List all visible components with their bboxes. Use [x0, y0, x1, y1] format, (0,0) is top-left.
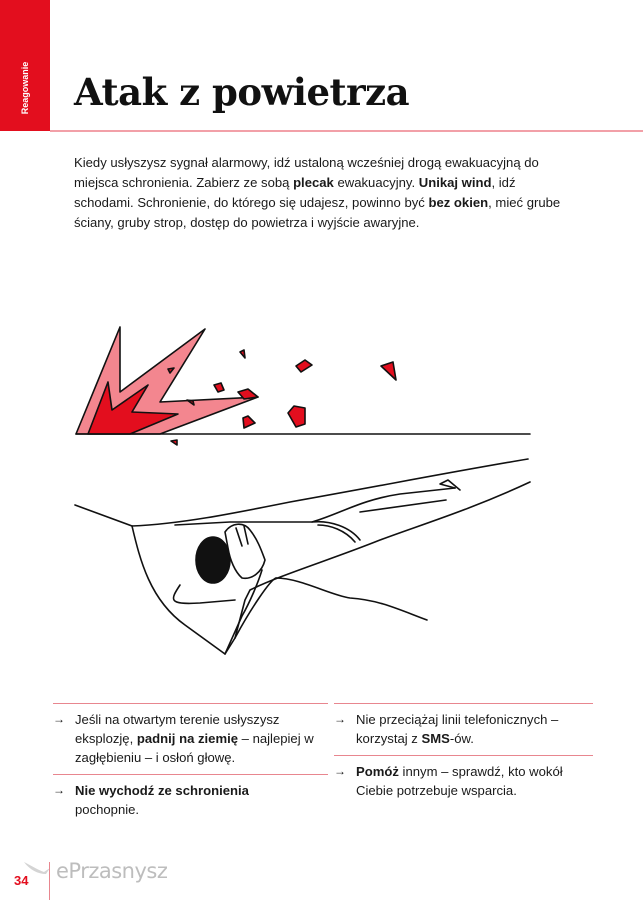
tip-text-part: Nie przeciążaj linii telefonicznych – korzystaj z: [356, 712, 559, 746]
debris-icon: [171, 440, 177, 445]
page-number: 34: [14, 873, 29, 888]
explosion-person-lying-icon: [0, 320, 643, 670]
arrow-right-icon: →: [334, 712, 346, 726]
debris-icon: [381, 362, 396, 380]
watermark: ePrzasnysz: [56, 859, 168, 883]
tip-bold: padnij na ziemię: [136, 731, 239, 746]
tip-text-part: – najlepiej w zagłębieniu – i osłoń głowę.: [75, 731, 314, 765]
debris-icon: [296, 360, 312, 372]
debris-icon: [240, 350, 245, 358]
arrow-right-icon: →: [53, 783, 65, 797]
tips-left-column: [53, 703, 328, 826]
arrow-right-icon: →: [334, 764, 346, 778]
tip-text-part: pochopnie.: [75, 802, 140, 817]
intro-text: , idź schodami. Schronienie, do którego się udajesz, powinno być: [74, 175, 516, 210]
arrow-right-icon: →: [53, 712, 65, 726]
footer-divider: [49, 862, 50, 900]
section-tab-label: Reagowanie: [20, 61, 30, 115]
title-divider: [50, 130, 643, 132]
tip-text-part: Jeśli na otwartym terenie usłyszysz eksplozję,: [75, 712, 280, 746]
tip-text: [356, 710, 593, 748]
tips-right-column: [334, 703, 593, 807]
intro-bold-avoid-elevators: Unikaj wind: [418, 175, 492, 190]
intro-text: , mieć grube ściany, gruby strop, dostęp do powietrza i wyjście awaryjne.: [74, 195, 561, 230]
intro-paragraph: [74, 153, 574, 233]
intro-bold-no-windows: bez okien: [428, 195, 489, 210]
debris-icon: [288, 406, 305, 427]
tip-text: [75, 781, 249, 819]
intro-bold-backpack: plecak: [293, 175, 334, 190]
page-title: Atak z powietrza: [74, 70, 410, 114]
tip-text-part: innym – sprawdź, kto wokół Ciebie potrzebuje wsparcia.: [356, 764, 563, 798]
list-item: [53, 704, 328, 774]
tip-text: [356, 762, 593, 800]
head-icon: [196, 537, 230, 583]
tip-text: [75, 710, 328, 767]
tip-bold: SMS: [421, 731, 450, 746]
debris-icon: [243, 416, 255, 428]
debris-icon: [214, 383, 224, 392]
tip-text-part: -ów.: [449, 731, 474, 746]
intro-text: ewakuacyjny.: [333, 175, 419, 190]
tip-bold: Pomóż: [356, 764, 399, 779]
tip-bold: Nie wychodź ze schronienia: [75, 783, 249, 798]
section-tab: [0, 0, 50, 131]
list-item: [53, 775, 328, 826]
intro-text: Kiedy usłyszysz sygnał alarmowy, idź ustaloną wcześniej drogą ewakuacyjną do miejsca schronienia. Zabierz ze sobą: [74, 155, 539, 190]
list-item: [334, 704, 593, 755]
list-item: [334, 756, 593, 807]
